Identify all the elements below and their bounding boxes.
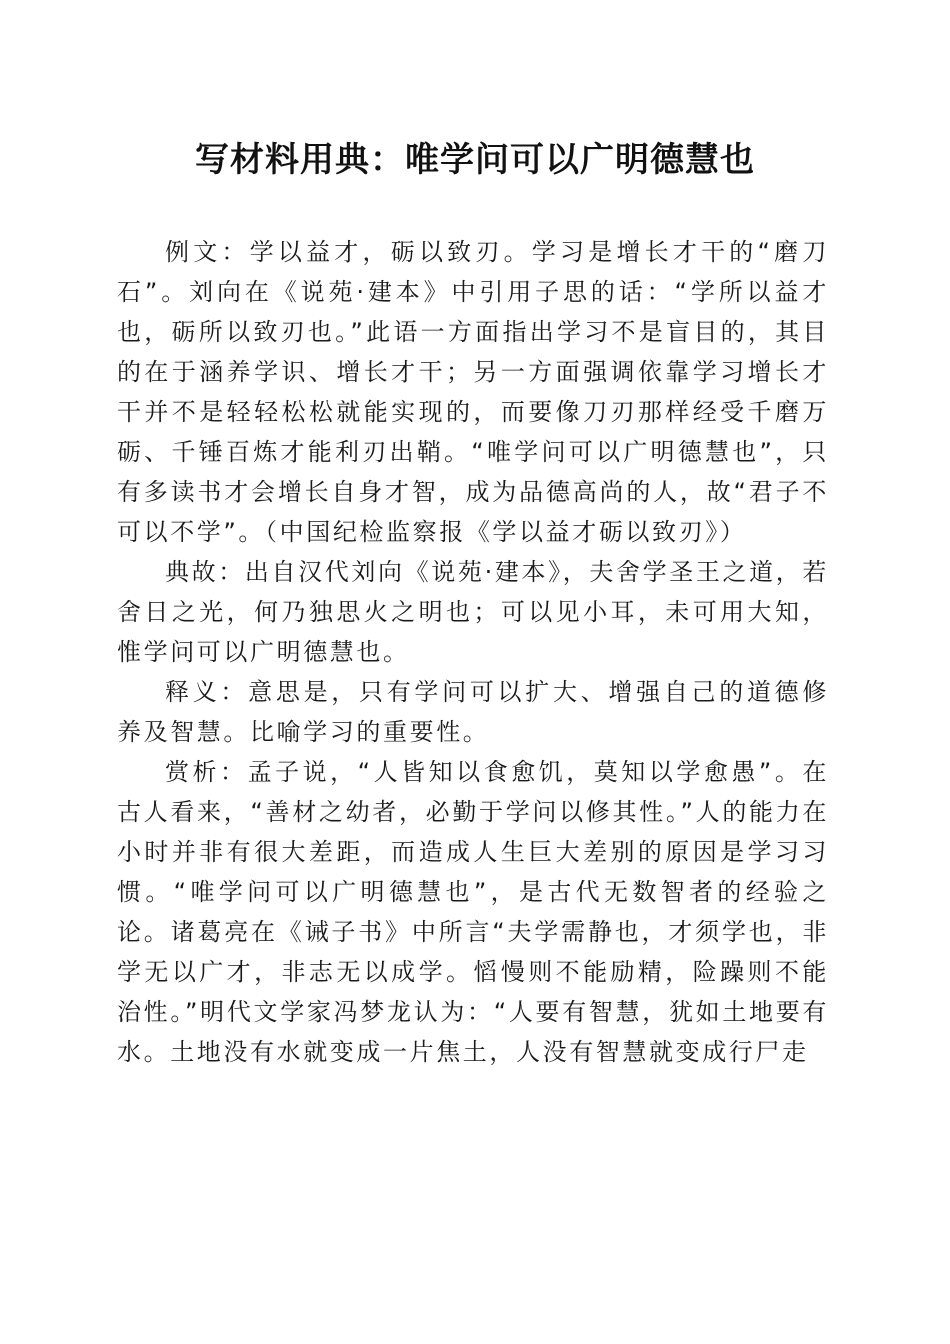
paragraph-meaning: 释义：意思是，只有学问可以扩大、增强自己的道德修养及智慧。比喻学习的重要性。 xyxy=(117,678,829,746)
paragraph-allusion: 典故：出自汉代刘向《说苑·建本》，夫舍学圣王之道，若舍日之光，何乃独思火之明也；可以见小耳，未可用大知，惟学问可以广明德慧也。 xyxy=(117,558,829,666)
paragraph-appreciation: 赏析：孟子说，“人皆知以食愈饥，莫知以学愈愚”。在古人看来，“善材之幼者，必勤于学问以修其性。”人的能力在小时并非有很大差距，而造成人生巨大差别的原因是学习习惯。“唯学问可以广明德慧也”，是古代无数智者的经验之论。诸葛亮在《诫子书》中所言“夫学需静也，才须学也，非学无以广才，非志无以成学。慆慢则不能励精，险躁则不能治性。”明代文学家冯梦龙认为：“人要有智慧，犹如土地要有水。土地没有水就变成一片焦土，人没有智慧就变成行尸走 xyxy=(117,758,829,1066)
paragraph-example: 例文：学以益才，砺以致刃。学习是增长才干的“磨刀石”。刘向在《说苑·建本》中引用子思的话：“学所以益才也，砺所以致刃也。”此语一方面指出学习不是盲目的，其目的在于涵养学识、增长才干；另一方面强调依靠学习增长才干并不是轻轻松松就能实现的，而要像刀刃那样经受千磨万砺、千锤百炼才能利刃出鞘。“唯学问可以广明德慧也”，只有多读书才会增长自身才智，成为品德高尚的人，故“君子不可以不学”。（中国纪检监察报《学以益才砺以致刃》） xyxy=(117,238,829,546)
document-body xyxy=(117,232,829,1072)
page-title: 写材料用典：唯学问可以广明德慧也 xyxy=(195,140,755,180)
